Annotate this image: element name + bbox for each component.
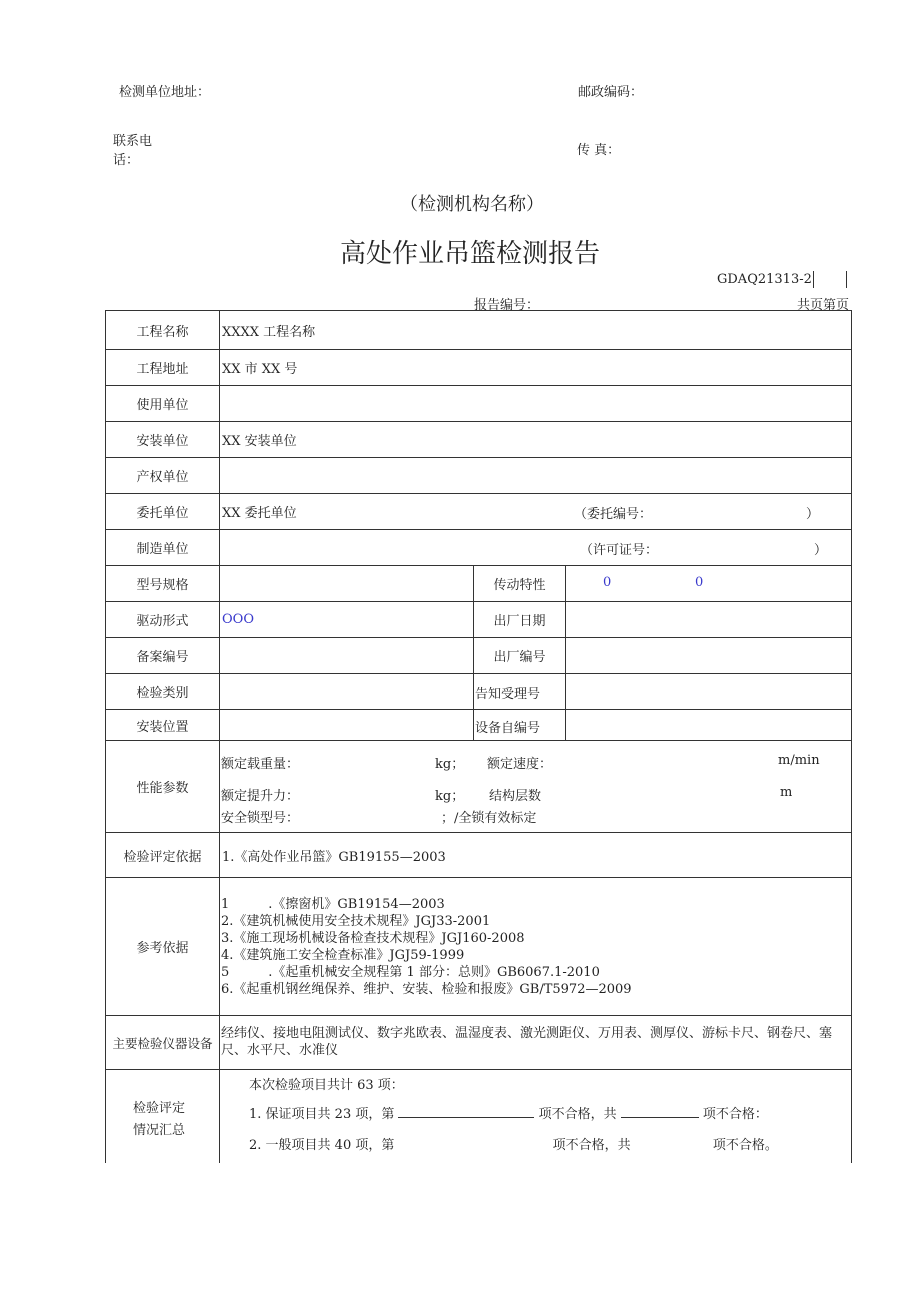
label-owner-unit: 产权单位 [136, 470, 189, 485]
summary-label-1: 检验评定 [133, 1101, 186, 1116]
reference-item: 1 .《擦窗机》GB19154—2003 [221, 897, 445, 912]
summary-guarantee [249, 1103, 768, 1122]
label-basis: 检验评定依据 [123, 849, 202, 865]
value-basis: 1.《高处作业吊篮》GB19155—2003 [222, 849, 446, 865]
label-factory-date: 出厂日期 [493, 614, 546, 629]
code-divider-2 [846, 271, 847, 288]
reference-item: 2.《建筑机械使用安全技术规程》JGJ33-2001 [221, 914, 491, 929]
summary-total: 本次检验项目共计 63 项： [249, 1078, 404, 1093]
label-location: 安装位置 [136, 719, 189, 735]
label-instruments: 主要检验仪器设备 [112, 1035, 213, 1051]
fax-label: 传 真： [577, 143, 621, 158]
reference-item: 5 .《起重机械安全规程第 1 部分：总则》GB6067.1-2010 [221, 965, 600, 980]
row-user-unit [106, 386, 851, 422]
value-maker-unit [220, 530, 222, 565]
row-summary [106, 1070, 851, 1163]
phone-label-2: 话： [113, 153, 140, 168]
general-text-a: 2. 一般项目共 40 项，第 [249, 1138, 395, 1153]
address-label: 检测单位地址： [119, 85, 211, 100]
report-no-label: 报告编号： [474, 298, 540, 313]
rated-lift-unit: kg； [435, 789, 465, 804]
instruments-line-1: 经纬仪、接地电阻测试仪、数字兆欧表、温湿度表、激光测距仪、万用表、测厚仪、游标卡尺、钢卷尺、塞 [221, 1026, 833, 1041]
label-transmission: 传动特性 [493, 578, 546, 593]
row-instruments [106, 1016, 851, 1070]
label-project-address: 工程地址 [136, 362, 189, 377]
label-maker-unit: 制造单位 [136, 542, 189, 557]
doc-code-text: GDAQ21313-2 [717, 272, 812, 287]
value-user-unit [220, 386, 222, 421]
client-number-label: （委托编号： [574, 507, 653, 522]
guarantee-text-a: 1. 保证项目共 23 项，第 [249, 1107, 395, 1122]
transmission-value-b: 0 [695, 575, 704, 590]
reference-item: 4.《建筑施工安全检查标准》JGJ59-1999 [221, 948, 465, 963]
report-title: 高处作业吊篮检测报告 [340, 239, 601, 269]
value-drive: OOO [222, 612, 254, 627]
rated-load-unit: kg； [435, 757, 465, 772]
reference-item: 6.《起重机钢丝绳保养、维护、安装、检验和报废》GB/T5972—2009 [221, 982, 632, 997]
layers-label: 结构层数 [489, 789, 542, 804]
value-install-unit: XX 安装单位 [222, 434, 297, 449]
row-project-address [106, 350, 851, 386]
license-number-close: ） [814, 543, 828, 558]
summary-general [249, 1134, 778, 1153]
label-model: 型号规格 [136, 578, 189, 593]
guarantee-blank-2 [621, 1105, 699, 1118]
row-inspect-type [106, 674, 851, 710]
row-performance [106, 741, 851, 833]
label-references: 参考依据 [136, 941, 189, 956]
page-info: 共页第页 [797, 298, 850, 313]
label-performance: 性能参数 [136, 781, 189, 796]
label-device-no: 设备自编号 [475, 721, 541, 736]
doc-code [717, 272, 812, 287]
row-drive [106, 602, 851, 638]
row-client-unit [106, 494, 851, 530]
report-table [105, 310, 852, 1163]
client-number-close: ） [806, 507, 820, 522]
references-list [221, 896, 632, 998]
row-location [106, 710, 851, 741]
general-text-c: 项不合格。 [712, 1138, 778, 1153]
lock-model-label: 安全锁型号： [221, 811, 300, 826]
rated-speed-label: 额定速度： [487, 757, 553, 772]
label-client-unit: 委托单位 [136, 506, 189, 521]
transmission-value-a: 0 [603, 575, 612, 590]
value-client-unit: XX 委托单位 [222, 506, 297, 521]
rated-load-label: 额定载重量： [221, 757, 300, 772]
row-references [106, 878, 851, 1016]
phone-label-1: 联系电 [113, 134, 153, 149]
label-project-name: 工程名称 [136, 324, 189, 340]
layers-unit: m [780, 785, 793, 800]
label-inspect-type: 检验类别 [136, 686, 189, 701]
value-project-address: XX 市 XX 号 [222, 362, 298, 377]
value-owner-unit [220, 458, 222, 493]
general-text-b: 项不合格，共 [552, 1138, 631, 1153]
postcode-label: 邮政编码： [578, 85, 644, 100]
row-owner-unit [106, 458, 851, 494]
value-project-name: XXXX 工程名称 [222, 324, 316, 340]
instruments-list [221, 1025, 832, 1059]
label-notice-no: 告知受理号 [475, 687, 541, 702]
guarantee-text-b: 项不合格，共 [538, 1107, 617, 1122]
row-basis [106, 833, 851, 878]
label-record-no: 备案编号 [136, 650, 189, 665]
instruments-line-2: 尺、水平尺、水准仪 [221, 1043, 339, 1058]
row-maker-unit [106, 530, 851, 566]
label-factory-no: 出厂编号 [493, 650, 546, 665]
code-divider-1 [813, 271, 814, 288]
row-install-unit [106, 422, 851, 458]
row-record-no [106, 638, 851, 674]
label-drive: 驱动形式 [136, 614, 189, 629]
rated-speed-unit: m/min [778, 753, 820, 768]
row-project-name [106, 311, 851, 350]
org-name: （检测机构名称） [400, 194, 544, 215]
summary-label-2: 情况汇总 [133, 1123, 186, 1138]
row-model [106, 566, 851, 602]
label-user-unit: 使用单位 [136, 398, 189, 413]
guarantee-text-c: 项不合格： [702, 1107, 768, 1122]
guarantee-blank-1 [398, 1105, 534, 1118]
lock-calibration-label: ；/全锁有效标定 [441, 811, 537, 826]
license-number-label: （许可证号： [580, 543, 659, 558]
reference-item: 3.《施工现场机械设备检查技术规程》JGJ160-2008 [221, 931, 525, 946]
rated-lift-label: 额定提升力： [221, 789, 300, 804]
label-install-unit: 安装单位 [136, 434, 189, 449]
